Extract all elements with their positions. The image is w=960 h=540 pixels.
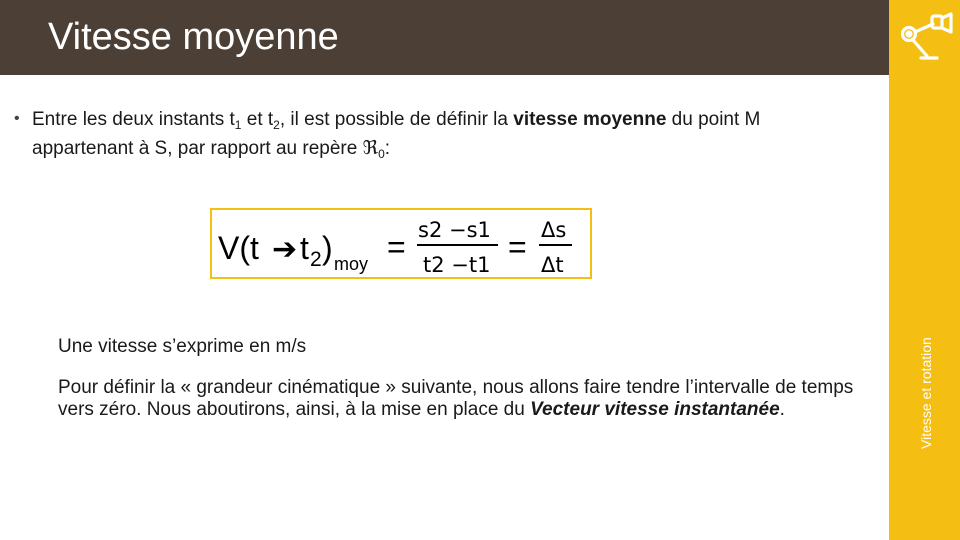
side-label: Vitesse et rotation: [918, 337, 934, 449]
formula-equals-2: =: [508, 229, 527, 265]
fraction1-numerator: s2 −s1: [418, 218, 491, 242]
formula-lhs-sub: 2: [310, 248, 322, 271]
formula-arrow: ➔: [272, 233, 298, 266]
formula-lhs-close: ): [322, 230, 333, 266]
instantaneous-speed-text: Pour définir la « grandeur cinématique » suivante, nous allons faire tendre l’intervalle de temps vers zéro. Nous aboutirons, ainsi, à la mise en place du Vecteur vitesse instantanée.: [58, 377, 854, 420]
bullet-text: Entre les deux instants $t_1$ et $t_2$, il est possible de définir la vitesse moyenne du point M appartenant à S, par rapport au repère ℜ$_0$:: [32, 109, 761, 161]
fraction1-denominator: t2 −t1: [423, 253, 491, 277]
formula-equals-1: =: [387, 229, 406, 265]
fraction2-numerator: Δs: [541, 218, 567, 242]
formula-moy: moy: [334, 254, 369, 274]
bullet-marker: •: [14, 110, 20, 127]
robot-arm-icon: [897, 8, 955, 64]
fraction2-denominator: Δt: [541, 253, 564, 277]
formula-lhs: V(t: [218, 230, 259, 266]
formula-lhs-t: t: [300, 230, 309, 266]
speed-unit-text: Une vitesse s’exprime en m/s: [58, 336, 307, 357]
formula-box: [210, 208, 592, 279]
average-speed-formula: [212, 210, 590, 277]
slide-title: Vitesse moyenne: [48, 16, 339, 58]
